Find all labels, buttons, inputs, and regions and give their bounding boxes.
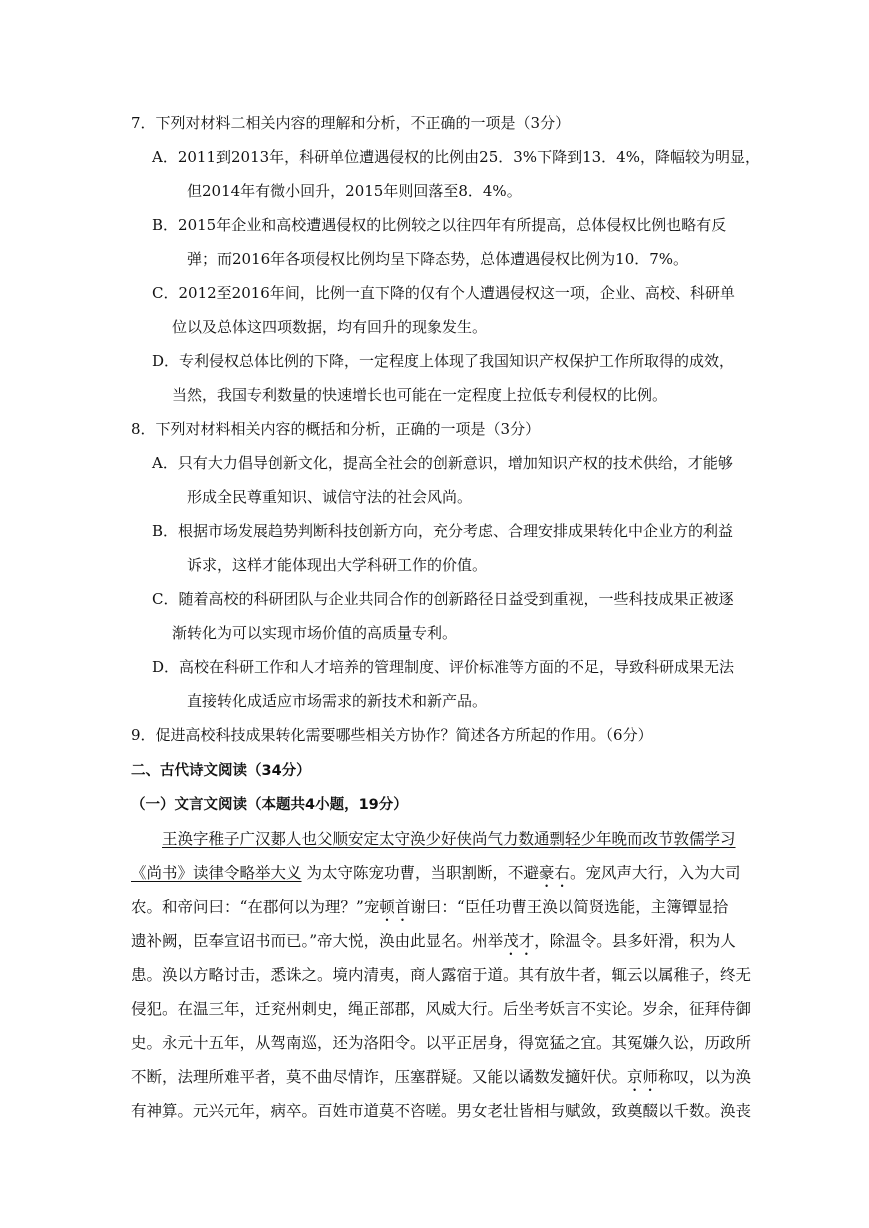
q7-option-b-line2: 弹；而2016年各项侵权比例均呈下降态势，总体遭遇侵权比例为10．7%。: [187, 250, 689, 268]
q7-option-a-line2: 但2014年有微小回升，2015年则回落至8．4%。: [187, 182, 522, 200]
q9-stem: 9．促进高校科技成果转化需要哪些相关方协作？简述各方所起的作用。（6分）: [131, 726, 653, 744]
q8-option-c-line2: 渐转化为可以实现市场价值的高质量专利。: [172, 624, 458, 642]
passage-line-3: 农。和帝问曰：“在郡何以为理？”宠顿首谢曰：“臣任功曹王涣以简贤选能，主簿镡显拾: [131, 898, 729, 916]
passage-line-8: 不断，法理所难平者，莫不曲尽情诈，压塞群疑。又能以谲数发擿奸伏。京师称叹，以为涣: [131, 1068, 752, 1086]
q8-stem: 8．下列对材料相关内容的概括和分析，正确的一项是（3分）: [131, 420, 541, 438]
q8-option-a-line2: 形成全民尊重知识、诚信守法的社会风尚。: [187, 488, 473, 506]
passage-line-5: 患。涣以方略讨击，悉诛之。境内清夷，商人露宿于道。其有放牛者，辄云以属稚子，终无: [131, 966, 752, 984]
q7-option-c-line2: 位以及总体这四项数据，均有回升的现象发生。: [172, 318, 488, 336]
passage-line-4: 遗补阙，臣奉宣诏书而已。”帝大悦，涣由此显名。州举茂才，除温令。县多奸滑，积为人: [131, 932, 736, 950]
dotted-word-maocai: 茂才: [503, 932, 535, 950]
passage-line-6: 侵犯。在温三年，迁兖州刺史，绳正部郡，风威大行。后坐考妖言不实论。岁余，征拜侍御: [131, 1000, 752, 1018]
subsection-heading: （一）文言文阅读（本题共4小题，19分）: [131, 797, 408, 813]
q7-option-d-line2: 当然，我国专利数量的快速增长也可能在一定程度上拉低专利侵权的比例。: [172, 386, 668, 404]
q7-option-c-line1: C．2012至2016年间，比例一直下降的仅有个人遭遇侵权这一项，企业、高校、科研单: [152, 284, 735, 302]
q7-option-d-line1: D．专利侵权总体比例的下降，一定程度上体现了我国知识产权保护工作所取得的成效，: [152, 352, 735, 370]
passage-line-1: 王涣字稚子广汉郪人也父顺安定太守涣少好侠尚气力数通剽轻少年晚而改节敦儒学习: [162, 830, 736, 848]
q7-option-a-line1: A．2011到2013年，科研单位遭遇侵权的比例由25．3%下降到13．4%，降幅较为明显，: [152, 148, 760, 166]
passage-line-9: 有神算。元兴元年，病卒。百姓市道莫不咨嗟。男女老壮皆相与赋敛，致奠醊以千数。涣丧: [131, 1102, 752, 1120]
dotted-word-jingshi: 京师: [627, 1068, 659, 1086]
q8-option-a-line1: A．只有大力倡导创新文化，提高全社会的创新意识，增加知识产权的技术供给，才能够: [152, 454, 733, 472]
q8-option-b-line2: 诉求，这样才能体现出大学科研工作的价值。: [187, 556, 488, 574]
q7-stem: 7．下列对材料二相关内容的理解和分析，不正确的一项是（3分）: [131, 114, 571, 132]
dotted-word-dunshou: 顿首: [379, 898, 411, 916]
q8-option-d-line2: 直接转化成适应市场需求的新技术和新产品。: [187, 692, 488, 710]
q8-option-b-line1: B．根据市场发展趋势判断科技创新方向，充分考虑、合理安排成果转化中企业方的利益: [152, 522, 734, 540]
passage-line-2: 《尚书》读律令略举大义 为太守陈宠功曹，当职割断，不避豪右。宠风声大行，入为大司: [131, 864, 741, 882]
q7-option-b-line1: B．2015年企业和高校遭遇侵权的比例较之以往四年有所提高，总体侵权比例也略有反: [152, 216, 727, 234]
q8-option-c-line1: C．随着高校的科研团队与企业共同合作的创新路径日益受到重视，一些科技成果正被逐: [152, 590, 734, 608]
q8-option-d-line1: D．高校在科研工作和人才培养的管理制度、评价标准等方面的不足，导致科研成果无法: [152, 658, 735, 676]
passage-underlined-segment: 《尚书》读律令略举大义: [131, 864, 302, 882]
section-heading: 二、古代诗文阅读（34分）: [131, 763, 311, 779]
dotted-word-haoyou: 豪右: [538, 864, 570, 882]
passage-line-7: 史。永元十五年，从驾南巡，还为洛阳令。以平正居身，得宽猛之宜。其冤嫌久讼，历政所: [131, 1034, 752, 1052]
